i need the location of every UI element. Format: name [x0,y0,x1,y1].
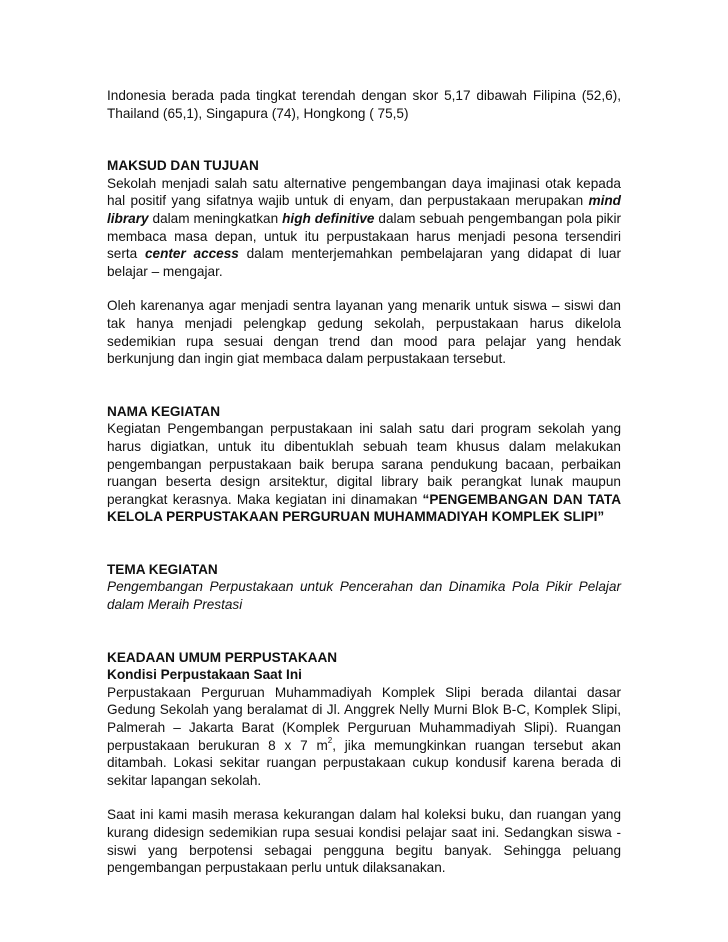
text-run: dalam meningkatkan [148,210,283,226]
spacer [107,280,621,297]
activity-name: “PENGEMBANGAN DAN TATA KELOLA PERPUSTAKAAN PERGURUAN MUHAMMADIYAH KOMPLEK SLIPI” [107,491,622,525]
intro-paragraph: Indonesia berada pada tingkat terendah dengan skor 5,17 dibawah Filipina (52,6), Thailand (65,1), Singapura (74), Hongkong ( 75,5) [107,88,621,121]
maksud-paragraph-1 [107,175,621,281]
section-keadaan [107,649,621,877]
emphasis-text: center access [144,246,239,262]
text-run: Sekolah menjadi salah satu alternative pengembangan daya imajinasi otak kepada hal positif yang sifatnya wajib untuk di enyam, dan perpustakaan merupakan [107,175,621,209]
section-heading: TEMA KEGIATAN [107,561,218,577]
keadaan-paragraph-1 [107,684,621,790]
emphasis-text: mind library [107,193,621,226]
text-run: , jika memungkinkan ruangan tersebut akan ditambah. Lokasi sekitar ruangan perpustakaan cukup kondusif karena berada di sekitar lapangan sekolah. [107,737,621,788]
tema-paragraph: Pengembangan Perpustakaan untuk Pencerahan dan Dinamika Pola Pikir Pelajar dalam Meraih Prestasi [107,579,621,613]
section-nama [107,403,621,526]
section-maksud [107,157,621,368]
section-subheading: Kondisi Perpustakaan Saat Ini [107,667,302,683]
text-run: dalam menterjemahkan pembelajaran yang didapat di luar belajar – mengajar. [107,246,621,279]
section-tema [107,561,621,614]
spacer [107,368,621,403]
nama-paragraph [107,420,621,526]
section-heading: MAKSUD DAN TUJUAN [107,158,259,174]
section-heading: NAMA KEGIATAN [107,403,221,419]
text-run: Kegiatan Pengembangan perpustakaan ini salah satu dari program sekolah yang harus digiatkan, untuk itu dibentuklah sebuah team khusus dalam melakukan pengembangan perpustakaan baik berupa sarana pendukung bacaan, perbaikan ruangan beserta design arsitektur, digital library baik perangkat lunak maupun perangkat kerasnya. Maka kegiatan ini dinamakan [107,421,621,507]
section-heading: KEADAAN UMUM PERPUSTAKAAN [107,649,338,665]
spacer [107,122,621,157]
text-run: Perpustakaan Perguruan Muhammadiyah Komplek Slipi berada dilantai dasar Gedung Sekolah yang beralamat di Jl. Anggrek Nelly Murni Blok B-C, Komplek Slipi, Palmerah – Jakarta Barat (Komplek Perguruan Muhammadiyah Slipi). Ruangan perpustakaan berukuran 8 x 7 m [107,684,621,753]
emphasis-text: high definitive [282,210,375,226]
maksud-paragraph-2: Oleh karenanya agar menjadi sentra layanan yang menarik untuk siswa – siswi dan tak hanya menjadi pelengkap gedung sekolah, perpustakaan harus dikelola sedemikian rupa sesuai dengan trend dan mood para pelajar yang hendak berkunjung dan ingin giat membaca dalam perpustakaan tersebut. [107,298,621,367]
text-run: dalam sebuah pengembangan pola pikir membaca masa depan, untuk itu perpustakaan harus menjadi pesona tersendiri serta [107,210,621,262]
document-page [107,87,621,877]
spacer [107,789,621,806]
keadaan-paragraph-2: Saat ini kami masih merasa kekurangan dalam hal koleksi buku, dan ruangan yang kurang didesign sedemikian rupa sesuai kondisi pelajar saat ini. Sedangkan siswa - siswi yang berpotensi sebagai pengguna begitu banyak. Sehingga peluang pengembangan perpustakaan perlu untuk dilaksanakan. [107,807,621,876]
spacer [107,614,621,649]
superscript: 2 [327,736,333,746]
spacer [107,526,621,561]
